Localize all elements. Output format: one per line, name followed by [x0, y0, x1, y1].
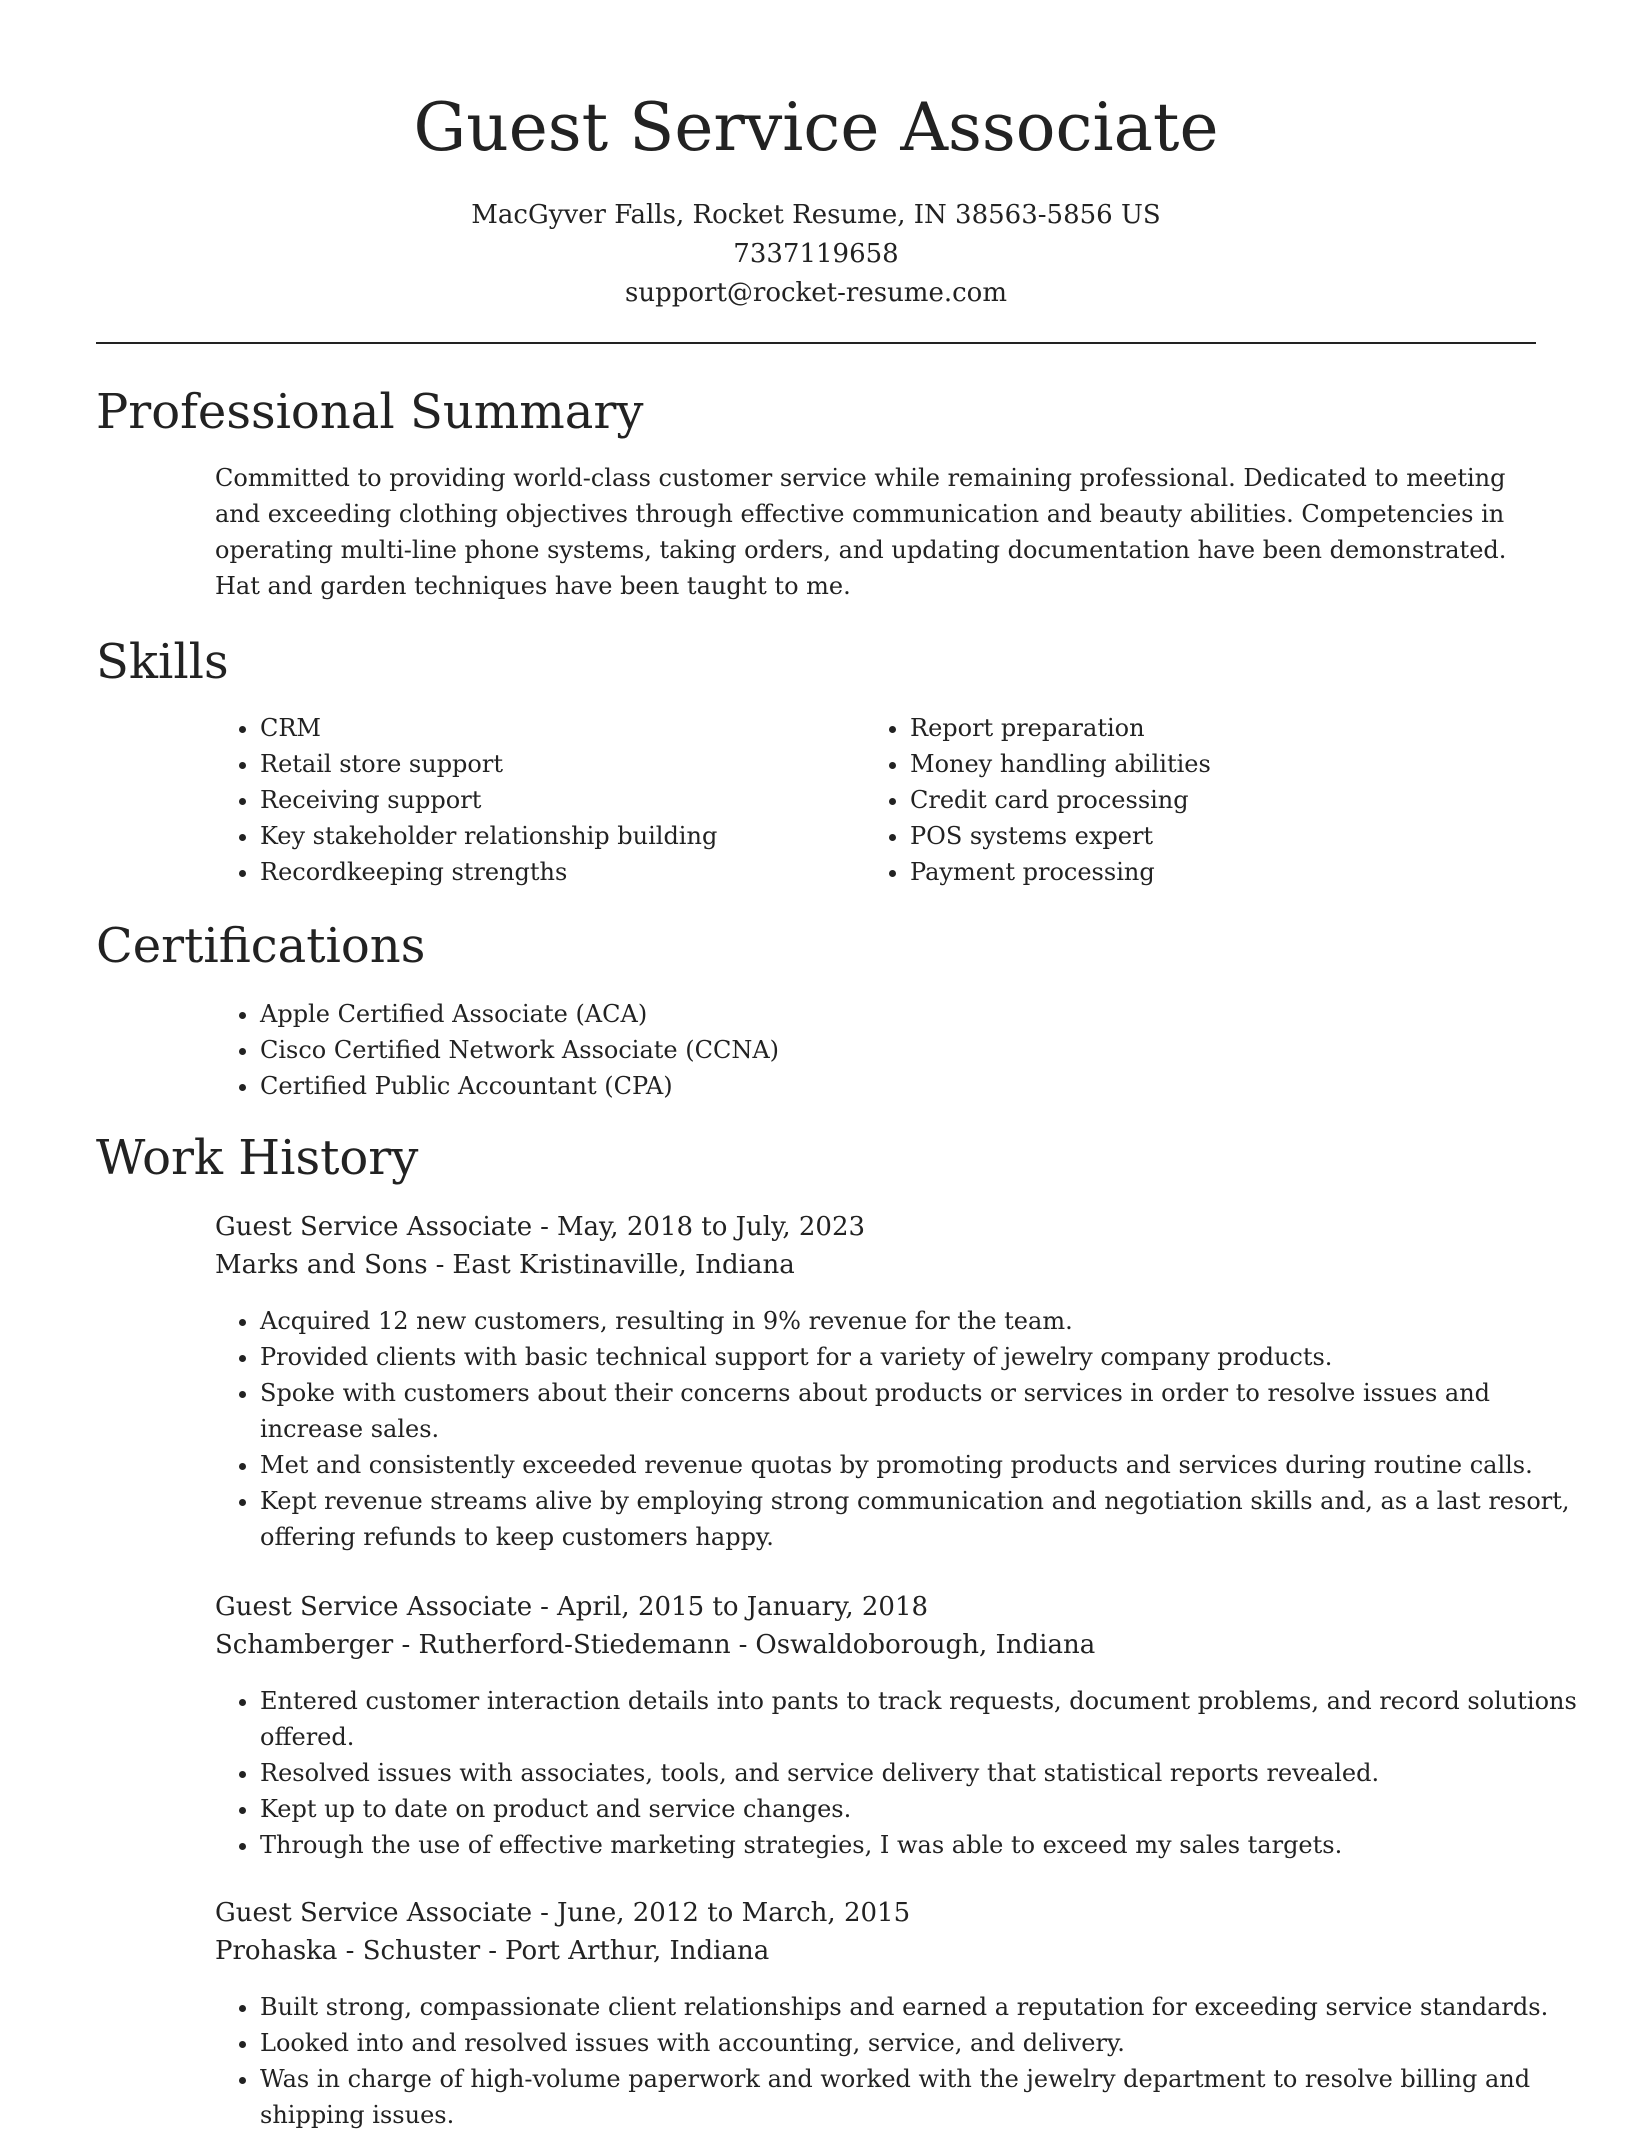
job-bullets — [216, 1303, 1580, 1555]
work-history-heading: Work History — [96, 1130, 419, 1186]
email: support@rocket-resume.com — [624, 278, 1007, 308]
skill-item: • CRM — [260, 710, 860, 746]
job-location: Port Arthur, Indiana — [505, 1936, 770, 1966]
address: MacGyver Falls, Rocket Resume, IN 38563-5856 US — [471, 200, 1161, 230]
header-divider — [96, 342, 1536, 344]
job-title-line: Guest Service Associate - April, 2015 to January, 2018 — [215, 1592, 929, 1622]
job-role: Guest Service Associate — [215, 1212, 533, 1242]
job-bullet: • Acquired 12 new customers, resulting in 9% revenue for the team. — [260, 1303, 1580, 1339]
skill-item: • Credit card processing — [910, 782, 1510, 818]
job-role: Guest Service Associate — [215, 1592, 533, 1622]
job-bullet: • Looked into and resolved issues with accounting, service, and delivery. — [260, 2025, 1580, 2061]
job-company: Schamberger - Rutherford-Stiedemann — [215, 1630, 731, 1660]
summary-heading: Professional Summary — [96, 384, 644, 440]
skill-item: • Retail store support — [260, 746, 860, 782]
job-title-line: Guest Service Associate - May, 2018 to July, 2023 — [215, 1212, 866, 1242]
skill-item: • Recordkeeping strengths — [260, 854, 860, 890]
skill-item: • Key stakeholder relationship building — [260, 818, 860, 854]
job-dates: June, 2012 to March, 2015 — [556, 1898, 911, 1928]
certification-item: • Certified Public Accountant (CPA) — [260, 1068, 1560, 1104]
candidate-name: Guest Service Associate — [413, 89, 1219, 166]
job-bullets — [216, 1989, 1580, 2133]
resume-header — [96, 88, 1536, 313]
certifications-list — [216, 996, 1560, 1104]
skill-item: • Receiving support — [260, 782, 860, 818]
job-bullet: • Provided clients with basic technical support for a variety of jewelry company products. — [260, 1339, 1580, 1375]
job-company-line: Marks and Sons - East Kristinaville, Indiana — [215, 1250, 795, 1280]
job-bullet: • Spoke with customers about their concerns about products or services in order to resolve issues and increase sales. — [260, 1375, 1580, 1447]
job-bullet: • Kept up to date on product and service changes. — [260, 1791, 1580, 1827]
certification-item: • Apple Certified Associate (ACA) — [260, 996, 1560, 1032]
job-location: East Kristinaville, Indiana — [452, 1250, 795, 1280]
skill-item: • Payment processing — [910, 854, 1510, 890]
job-bullet: • Met and consistently exceeded revenue quotas by promoting products and services during routine calls. — [260, 1447, 1580, 1483]
skill-item: • Money handling abilities — [910, 746, 1510, 782]
job-bullet: • Was in charge of high-volume paperwork and worked with the jewelry department to resolve billing and shipping issues. — [260, 2061, 1580, 2133]
job-bullets — [216, 1683, 1580, 1863]
job-company: Prohaska - Schuster — [215, 1936, 481, 1966]
job-company-line: Schamberger - Rutherford-Stiedemann - Oswaldoborough, Indiana — [215, 1630, 1096, 1660]
job-dates: April, 2015 to January, 2018 — [556, 1592, 929, 1622]
job-bullet: • Kept revenue streams alive by employing strong communication and negotiation skills and, as a last resort, offering refunds to keep customers happy. — [260, 1483, 1580, 1555]
job-location: Oswaldoborough, Indiana — [755, 1630, 1096, 1660]
job-bullet: • Built strong, compassionate client relationships and earned a reputation for exceeding service standards. — [260, 1989, 1580, 2025]
job-bullet: • Resolved issues with associates, tools, and service delivery that statistical reports revealed. — [260, 1755, 1580, 1791]
skills-heading: Skills — [96, 634, 229, 690]
summary-text: Committed to providing world-class customer service while remaining professional. Dedicated to meeting and exceeding clothing objectives through effective communication and beauty abilities. Competencies in operating multi-line phone systems, taking orders, and updating documentation have been demonstrated. Hat and garden techniques have been taught to me. — [215, 464, 1507, 600]
skill-item: • Report preparation — [910, 710, 1510, 746]
job-title-line: Guest Service Associate - June, 2012 to March, 2015 — [215, 1898, 911, 1928]
job-company-line: Prohaska - Schuster - Port Arthur, Indiana — [215, 1936, 770, 1966]
job-dates: May, 2018 to July, 2023 — [556, 1212, 866, 1242]
phone: 7337119658 — [733, 239, 899, 269]
skills-list-right — [866, 710, 1510, 890]
job-role: Guest Service Associate — [215, 1898, 533, 1928]
job-bullet: • Entered customer interaction details into pants to track requests, document problems, and record solutions offered. — [260, 1683, 1580, 1755]
skills-list-left — [216, 710, 860, 890]
certifications-heading: Certifications — [96, 918, 426, 974]
job-bullet: • Through the use of effective marketing strategies, I was able to exceed my sales targets. — [260, 1827, 1580, 1863]
job-company: Marks and Sons — [215, 1250, 428, 1280]
skill-item: • POS systems expert — [910, 818, 1510, 854]
certification-item: • Cisco Certified Network Associate (CCNA) — [260, 1032, 1560, 1068]
